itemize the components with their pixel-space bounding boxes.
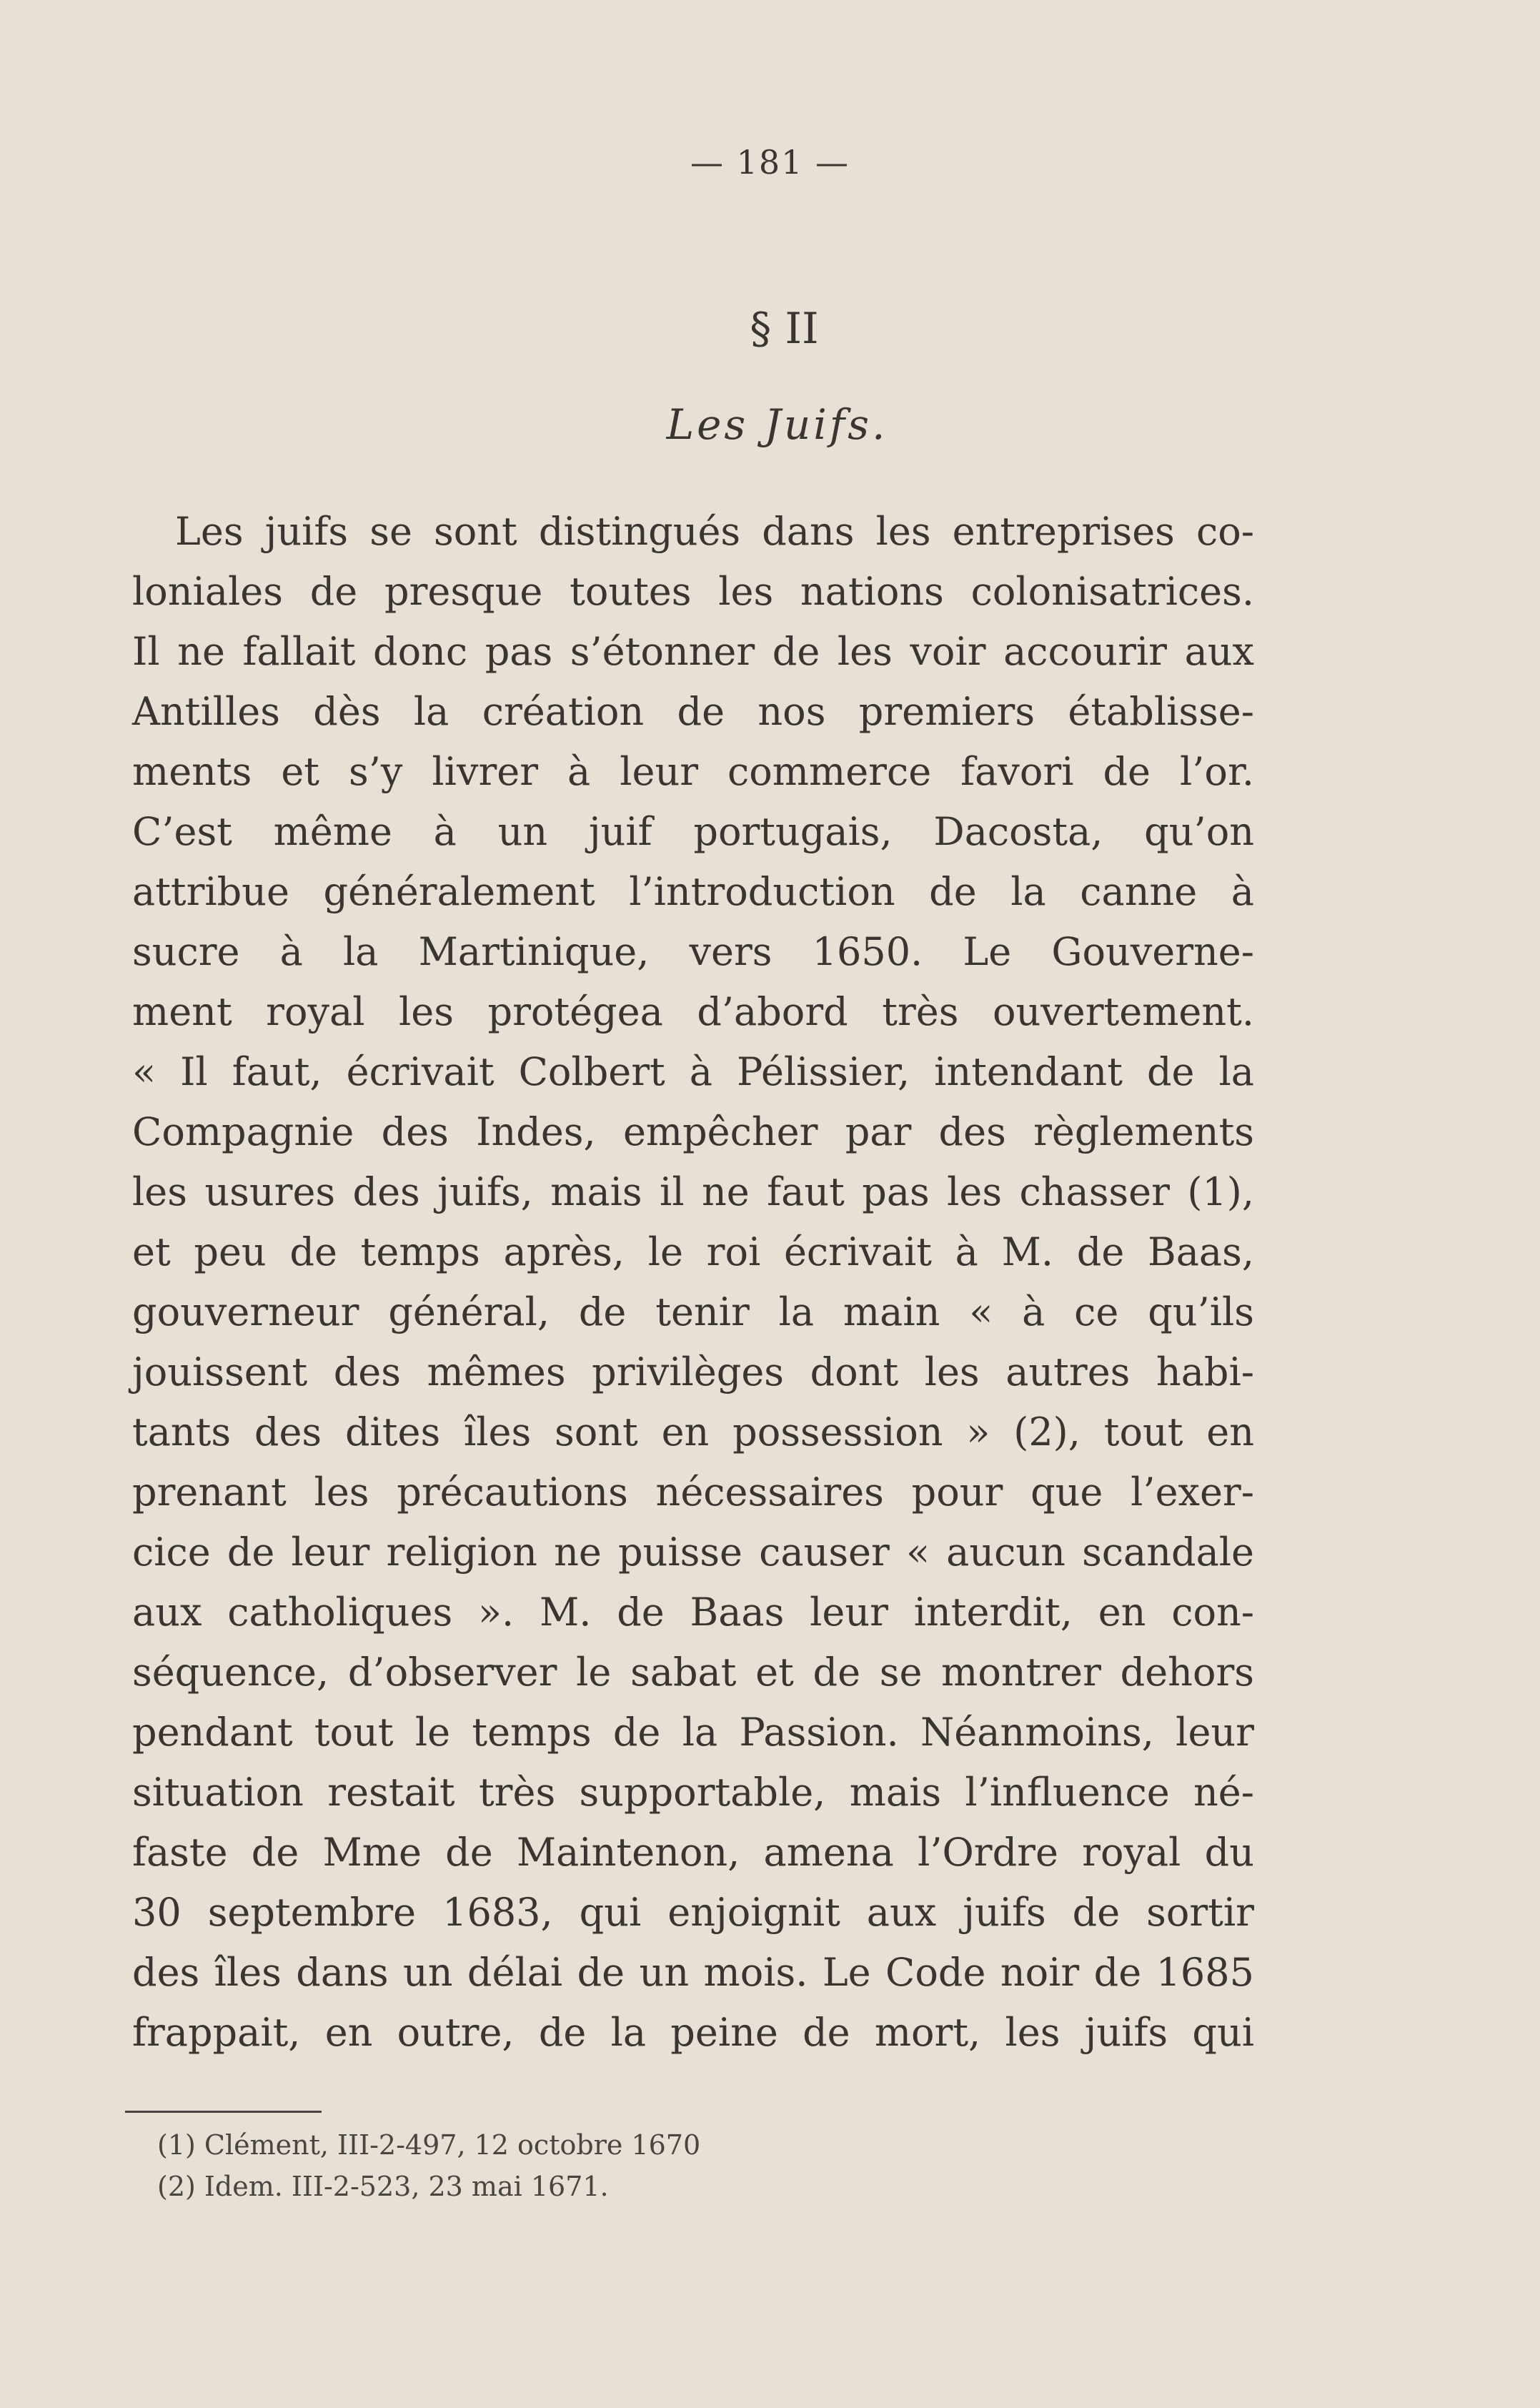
body-line: jouissent des mêmes privilèges dont les autres habi-	[132, 1349, 1254, 1394]
body-line: C’est même à un juif portugais, Dacosta, qu’on	[132, 809, 1254, 854]
body-line: faste de Mme de Maintenon, amena l’Ordre royal du	[132, 1830, 1254, 1875]
footnotes	[157, 2124, 700, 2207]
body-line: situation restait très supportable, mais l’influence né-	[132, 1770, 1254, 1815]
body-line: les usures des juifs, mais il ne faut pas les chasser (1),	[132, 1169, 1254, 1214]
body-line: gouverneur général, de tenir la main « à ce qu’ils	[132, 1289, 1254, 1334]
body-line: ments et s’y livrer à leur commerce favori de l’or.	[132, 749, 1254, 794]
body-line: séquence, d’observer le sabat et de se montrer dehors	[132, 1650, 1254, 1695]
body-line: loniales de presque toutes les nations colonisatrices.	[132, 569, 1254, 614]
body-paragraph	[132, 502, 1254, 2063]
footnote-2: (2) Idem. III-2-523, 23 mai 1671.	[157, 2171, 609, 2202]
body-line: frappait, en outre, de la peine de mort, les juifs qui	[132, 2010, 1254, 2055]
body-line: Les juifs se sont distingués dans les entreprises co-	[175, 509, 1254, 554]
body-line: Il ne fallait donc pas s’étonner de les voir accourir aux	[132, 629, 1254, 674]
body-line: pendant tout le temps de la Passion. Néanmoins, leur	[132, 1710, 1254, 1755]
body-line: des îles dans un délai de un mois. Le Code noir de 1685	[132, 1950, 1254, 1995]
body-line: sucre à la Martinique, vers 1650. Le Gouverne-	[132, 929, 1254, 974]
section-title: Les Juifs.	[666, 400, 888, 449]
body-line: cice de leur religion ne puisse causer « aucun scandale	[132, 1530, 1254, 1575]
section-mark: § II	[750, 304, 819, 354]
body-line: 30 septembre 1683, qui enjoignit aux juifs de sortir	[132, 1890, 1254, 1935]
page-number: — 181 —	[690, 143, 850, 182]
body-line: aux catholiques ». M. de Baas leur interdit, en con-	[132, 1590, 1254, 1635]
body-line: attribue généralement l’introduction de la canne à	[132, 869, 1254, 914]
body-line: tants des dites îles sont en possession » (2), tout en	[132, 1409, 1254, 1455]
body-line: prenant les précautions nécessaires pour que l’exer-	[132, 1470, 1254, 1515]
body-line: Compagnie des Indes, empêcher par des règlements	[132, 1109, 1254, 1154]
body-line: Antilles dès la création de nos premiers établisse-	[132, 689, 1254, 734]
body-line: « Il faut, écrivait Colbert à Pélissier, intendant de la	[132, 1049, 1254, 1094]
body-line: ment royal les protégea d’abord très ouvertement.	[132, 989, 1254, 1034]
footnote-divider	[125, 2111, 322, 2113]
footnote-1: (1) Clément, III-2-497, 12 octobre 1670	[157, 2129, 701, 2161]
body-line: et peu de temps après, le roi écrivait à M. de Baas,	[132, 1229, 1254, 1274]
